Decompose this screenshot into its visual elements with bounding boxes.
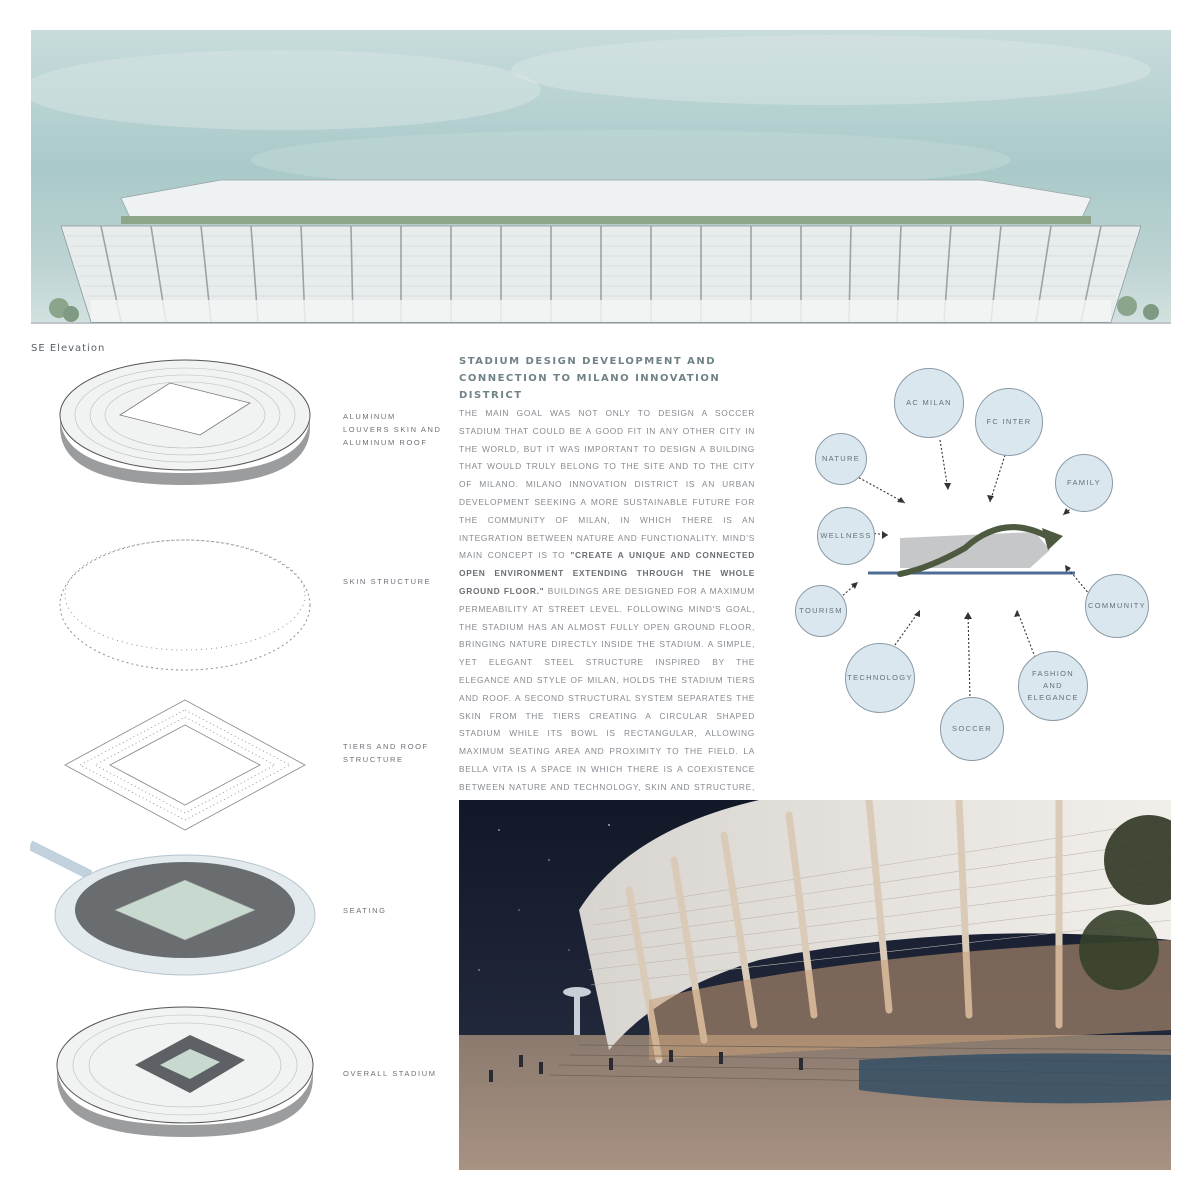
bubble-technology: TECHNOLOGY [845,643,915,713]
label-tiers-roof-structure: TIERS AND ROOF STRUCTURE [343,742,429,764]
seating-layer [30,845,315,975]
body-text-part-2: BUILDINGS ARE DESIGNED FOR A MAXIMUM PERMEABILITY AT STREET LEVEL. FOLLOWING MIND'S GOAL, THE STADIUM HAS AN ALMOST FULLY OPEN GROUND FLOOR, BRINGING NATURE DIRECTLY INSIDE THE STADIUM. A SIMPLE, YET ELEGANT STEEL STRUCTURE INSPIRED BY THE ELEGANCE AND STYLE OF MILAN, HOLDS THE STADIUM TIERS AND ROOF. A SECOND STRUCTURAL SYSTEM SEPARATES THE SKIN FROM THE TIERS CREATING A CIRCULAR SHAPED STADIUM WHILE ITS BOWL IS RECTANGULAR, ALLOWING MAXIMUM SEATING AREA AND PROXIMITY TO THE FIELD. LA BELLA VITA IS A SPACE IN WHICH THERE IS A COEXISTENCE BETWEEN NATURE AND TECHNOLOGY, SKIN AND STRUCTURE, [459,585,755,792]
skin-structure-layer [60,540,310,670]
tiers-structure-layer [65,700,305,830]
bubble-soccer: SOCCER [940,697,1004,761]
label-aluminum-skin: ALUMINUM LOUVERS SKIN AND ALUMINUM ROOF [343,412,442,447]
bubble-fashion-elegance [1018,651,1088,721]
bubble-family: FAMILY [1055,454,1113,512]
fashion-label-line-1: FASHION [1031,669,1075,678]
exploded-axonometric [30,355,350,1155]
se-elevation-drawing [31,30,1171,338]
body-text [459,405,755,832]
night-render-image [459,800,1171,1170]
section-title: STADIUM DESIGN DEVELOPMENT AND CONNECTION TO MILANO INNOVATION DISTRICT [459,356,721,401]
bubble-fc-inter: FC INTER [975,388,1043,456]
bubble-wellness: WELLNESS [817,507,875,565]
elevation-caption: SE Elevation [31,343,106,354]
label-skin-structure: SKIN STRUCTURE [343,577,432,586]
roof-layer [60,360,310,485]
bubble-nature: NATURE [815,433,867,485]
fashion-label-line-2: AND [1043,681,1063,690]
label-overall-stadium: OVERALL STADIUM [343,1069,437,1078]
bubble-tourism: TOURISM [795,585,847,637]
body-text-emphasis: "CREATE A UNIQUE AND CONNECTED OPEN ENVIRONMENT EXTENDING THROUGH THE WHOLE GROUND FLOOR." [459,550,755,596]
body-text-part-1: THE MAIN GOAL WAS NOT ONLY TO DESIGN A SOCCER STADIUM THAT COULD BE A GOOD FIT IN ANY OTHER CITY IN THE WORLD, BUT IT WAS IMPORTANT TO DESIGN A BUILDING THAT WOULD TRULY BELONG TO THE SITE AND TO THE CITY OF MILANO. MILANO INNOVATION DISTRICT IS AN URBAN DEVELOPMENT SEEKING A MORE SUSTAINABLE FUTURE FOR THE COMMUNITY OF MILAN, IN WHICH THERE IS AN INTEGRATION BETWEEN NATURE AND FUNCTIONALITY. MIND'S MAIN CONCEPT IS TO [459,408,755,561]
label-seating: SEATING [343,906,387,915]
fashion-label-line-3: ELEGANCE [1027,693,1079,702]
bubble-community: COMMUNITY [1085,574,1149,638]
bubble-ac-milan: AC MILAN [894,368,964,438]
overall-stadium-layer [57,1007,313,1137]
